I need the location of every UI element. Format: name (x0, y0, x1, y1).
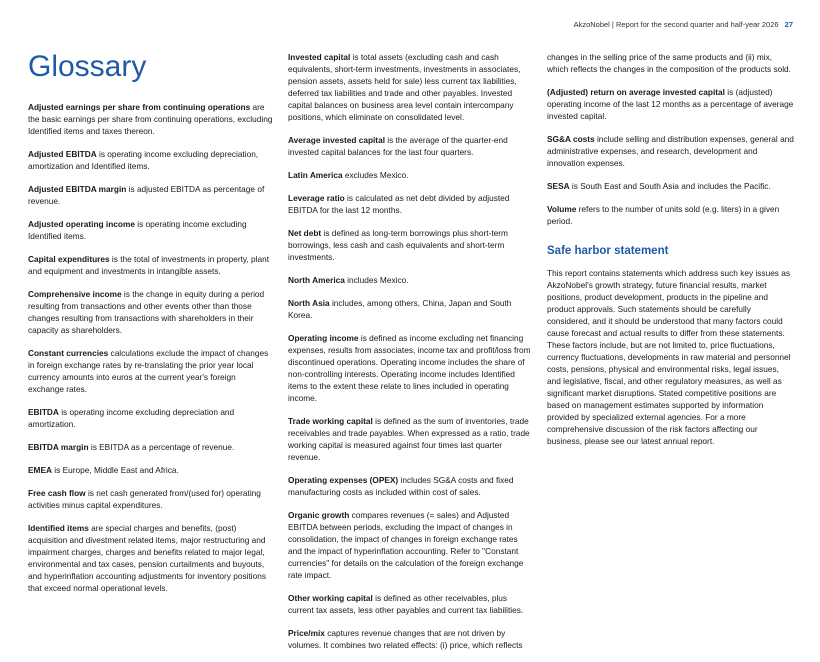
glossary-term: North Asia (288, 298, 330, 308)
glossary-entry (288, 51, 533, 123)
glossary-definition: compares revenues (= sales) and Adjusted EBITDA between periods, excluding the impact of changes in consolidation, the impact of changes in foreign exchange rates and the impact of hyperinflation accounting. Refer to "Constant currencies" for details on the calculation of the foreign exchange rate impact. (288, 510, 524, 580)
glossary-entry (288, 227, 533, 263)
glossary-definition: is operating income excluding depreciation and amortization. (28, 407, 235, 429)
glossary-term: Average invested capital (288, 135, 385, 145)
glossary-entry (547, 180, 794, 192)
glossary-definition: is (adjusted) operating income of the last 12 months as a percentage of average invested capital. (547, 87, 794, 121)
glossary-term: Free cash flow (28, 488, 86, 498)
glossary-definition: is the average of the quarter-end invested capital balances for the last four quarters. (288, 135, 508, 157)
glossary-definition: changes in the selling price of the same products and (ii) mix, which reflects the changes in the composition of the products sold. (547, 52, 791, 74)
glossary-entry (28, 288, 273, 336)
glossary-definition: are the basic earnings per share from continuing operations, excluding Identified items and taxes thereon. (28, 102, 273, 136)
glossary-term: Adjusted EBITDA margin (28, 184, 127, 194)
glossary-term: EBITDA margin (28, 442, 89, 452)
glossary-term: Operating expenses (OPEX) (288, 475, 399, 485)
glossary-definition: calculations exclude the impact of changes in foreign exchange rates by re-translating the prior year local currency amounts into euros at the current year's foreign exchange rates. (28, 348, 269, 394)
safe-harbor-heading: Safe harbor statement (547, 245, 669, 257)
glossary-term: North America (288, 275, 345, 285)
glossary-definition: is the change in equity during a period resulting from transactions and other events other than those changes resulting from transactions with shareholders in their capacity as shareholders. (28, 289, 265, 335)
glossary-entry (28, 218, 273, 242)
glossary-definition: is defined as income excluding net financing expenses, results from associates, income tax and profit/loss from discontinued operations. Operating income includes the share of non-controlling interests. Operating income includes Identified items to the extent these relate to lines included in operating income. (288, 333, 531, 403)
glossary-entry (547, 133, 794, 169)
glossary-entry (547, 86, 794, 122)
glossary-entry (288, 415, 533, 463)
glossary-definition: is calculated as net debt divided by adjusted EBITDA for the last 12 months. (288, 193, 510, 215)
glossary-term: Organic growth (288, 510, 350, 520)
glossary-definition: is operating income excluding depreciation, amortization and Identified items. (28, 149, 259, 171)
glossary-entry (28, 183, 273, 207)
glossary-column-3 (547, 51, 794, 458)
glossary-entry (28, 101, 273, 137)
glossary-entry (28, 253, 273, 277)
glossary-definition: is South East and South Asia and includes the Pacific. (569, 181, 771, 191)
glossary-entry (28, 522, 273, 594)
glossary-term: Leverage ratio (288, 193, 345, 203)
glossary-column-2 (288, 51, 533, 662)
glossary-term: EMEA (28, 465, 52, 475)
glossary-entry (288, 592, 533, 616)
glossary-entry (547, 51, 794, 75)
glossary-term: Adjusted earnings per share from continuing operations (28, 102, 251, 112)
glossary-entry (288, 297, 533, 321)
page-header (574, 20, 793, 29)
glossary-entry (547, 203, 794, 227)
glossary-term: Latin America (288, 170, 343, 180)
glossary-entry (288, 134, 533, 158)
glossary-definition: refers to the number of units sold (e.g. liters) in a given period. (547, 204, 780, 226)
glossary-entry (288, 627, 533, 651)
glossary-term: Other working capital (288, 593, 373, 603)
glossary-definition: includes SG&A costs and fixed manufacturing costs as included within cost of sales. (288, 475, 514, 497)
safe-harbor-body: This report contains statements which address such key issues as AkzoNobel's growth strategy, future financial results, market positions, product development, products in the pipeline and product approvals. Such statements should be carefully considered, and it should be understood that many factors could cause forecast and actual results to differ from these statements. These factors include, but are not limited to, price fluctuations, currency fluctuations, developments in raw material and personnel costs, pensions, physical and environmental risks, legal issues, and legislative, fiscal, and other regulatory measures, as well as significant market disruptions. Stated competitive positions are based on management estimates supported by information provided by specialized external agencies. For a more comprehensive discussion of the risk factors affecting our business, please see our latest annual report. (547, 268, 791, 446)
glossary-term: SG&A costs (547, 134, 595, 144)
glossary-entry (28, 441, 273, 453)
glossary-definition: is total assets (excluding cash and cash equivalents, short-term investments, investments in associates, pension assets, assets held for sale) less current tax liabilities, deferred tax liabilities and trade and other payables. Invested capital balances on business area level contain intercompany positions, which eliminate on consolidated level. (288, 52, 521, 122)
glossary-term: Adjusted operating income (28, 219, 135, 229)
glossary-definition: include selling and distribution expenses, general and administrative expenses, and research, development and innovation expenses. (547, 134, 794, 168)
glossary-definition: is EBITDA as a percentage of revenue. (88, 442, 235, 452)
glossary-entry (28, 406, 273, 430)
glossary-definition: excludes Mexico. (342, 170, 409, 180)
glossary-entry (288, 332, 533, 404)
glossary-term: Invested capital (288, 52, 351, 62)
glossary-term: Adjusted EBITDA (28, 149, 97, 159)
glossary-term: EBITDA (28, 407, 59, 417)
glossary-column-3-entries (547, 51, 794, 227)
glossary-entry (288, 169, 533, 181)
glossary-definition: is operating income excluding Identified items. (28, 219, 247, 241)
glossary-term: Operating income (288, 333, 359, 343)
glossary-entry (28, 148, 273, 172)
glossary-entry (288, 509, 533, 581)
glossary-definition: is adjusted EBITDA as percentage of revenue. (28, 184, 265, 206)
glossary-column-1 (28, 101, 273, 605)
glossary-definition: is defined as other receivables, plus current tax assets, less other payables and current tax liabilities. (288, 593, 524, 615)
glossary-definition: captures revenue changes that are not driven by volumes. It combines two related effects: (i) price, which reflects (288, 628, 523, 650)
glossary-definition: includes Mexico. (344, 275, 409, 285)
glossary-term: Constant currencies (28, 348, 109, 358)
report-title: AkzoNobel | Report for the second quarter and half-year 2026 (573, 20, 779, 29)
page-number: 27 (784, 20, 793, 29)
glossary-entry (28, 347, 273, 395)
glossary-definition: is defined as long-term borrowings plus short-term borrowings, less cash and cash equivalents and short-term investments. (288, 228, 508, 262)
glossary-entry (28, 464, 273, 476)
glossary-term: Capital expenditures (28, 254, 110, 264)
glossary-term: Net debt (288, 228, 322, 238)
glossary-entry (288, 192, 533, 216)
glossary-term: SESA (547, 181, 570, 191)
glossary-term: Price/mix (288, 628, 325, 638)
glossary-definition: is the total of investments in property, plant and equipment and investments in intangible assets. (28, 254, 270, 276)
glossary-term: Trade working capital (288, 416, 373, 426)
glossary-term: Comprehensive income (28, 289, 122, 299)
glossary-entry (28, 487, 273, 511)
glossary-definition: is defined as the sum of inventories, trade receivables and trade payables. When expressed as a ratio, trade working capital is measured against four times last quarter revenue. (288, 416, 530, 462)
glossary-definition: is net cash generated from/(used for) operating activities minus capital expenditures. (28, 488, 261, 510)
glossary-entry (288, 274, 533, 286)
glossary-definition: includes, among others, China, Japan and South Korea. (288, 298, 512, 320)
glossary-term: (Adjusted) return on average invested capital (547, 87, 725, 97)
page-title: Glossary (28, 50, 147, 83)
glossary-definition: are special charges and benefits, (post) acquisition and divestment related items, major restructuring and impairment charges, charges and benefits related to major legal, environmental and tax cases, pension curtailments and buyouts, and hyperinflation accounting adjustments for inventory positions that exceed normal operational levels. (28, 523, 266, 593)
glossary-entry (288, 474, 533, 498)
glossary-term: Volume (547, 204, 577, 214)
glossary-term: Identified items (28, 523, 89, 533)
glossary-definition: is Europe, Middle East and Africa. (51, 465, 179, 475)
